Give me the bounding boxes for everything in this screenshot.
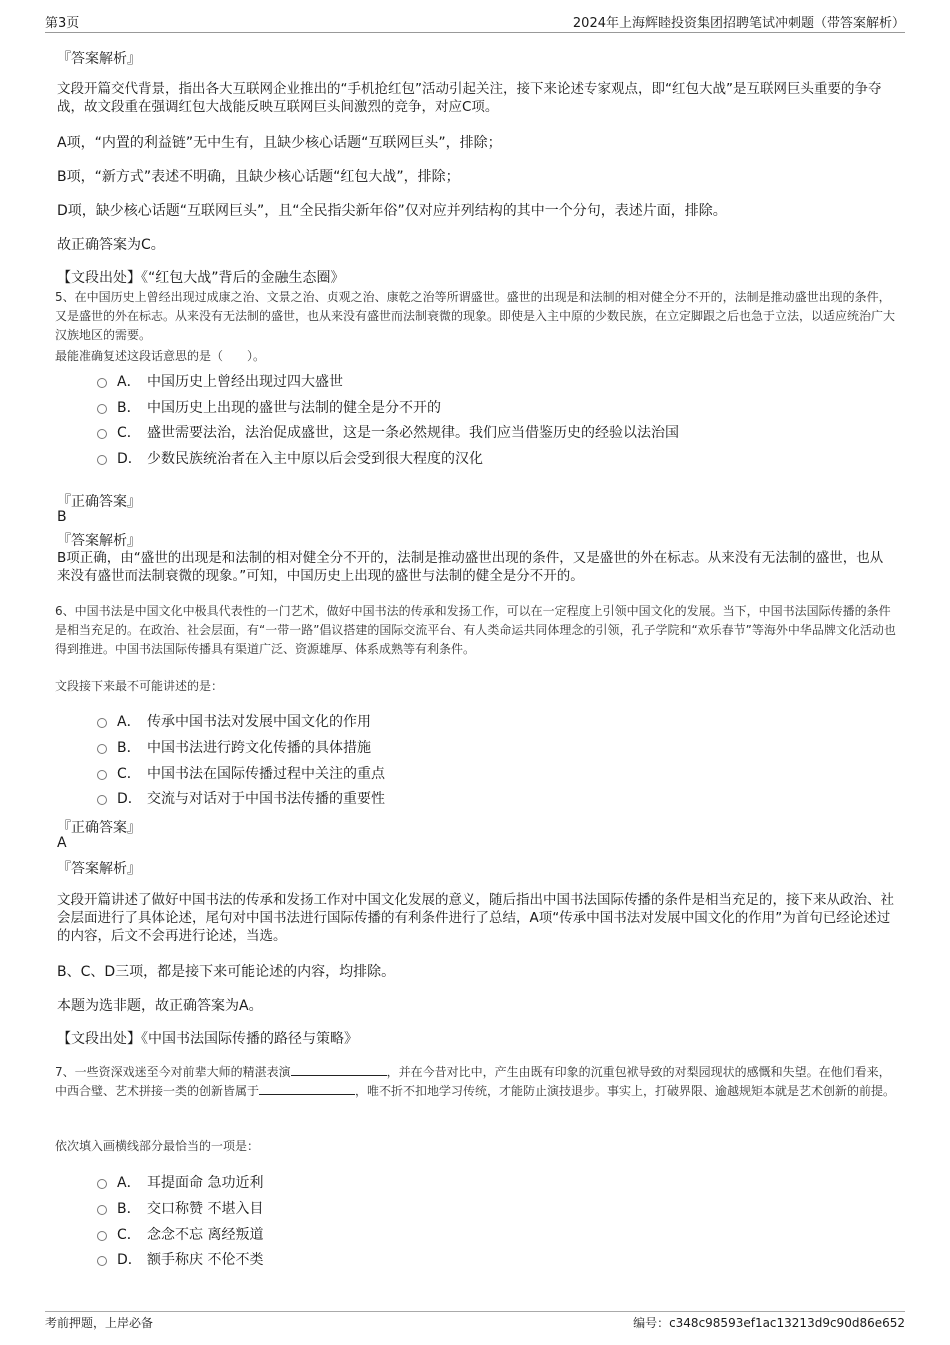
option-letter: B． (117, 1201, 141, 1217)
q5-option-c[interactable] (97, 422, 679, 442)
q6-analysis-others: B、C、D三项，都是接下来可能论述的内容，均排除。 (57, 964, 396, 980)
q6-option-a[interactable] (97, 711, 371, 731)
option-text: 念念不忘 离经叛道 (147, 1227, 264, 1243)
option-text: 盛世需要法治，法治促成盛世，这是一条必然规律。我们应当借鉴历史的经验以法治国 (147, 425, 679, 441)
radio-icon[interactable] (97, 795, 107, 805)
radio-icon[interactable] (97, 744, 107, 754)
q6-answer-label: 『正确答案』 (57, 820, 141, 836)
q7-stem (55, 1063, 897, 1101)
q5-analysis: B项正确，由“盛世的出现是和法制的相对健全分不开的，法制是推动盛世出现的条件，又是盛世的外在标志。从来没有无法制的盛世，也从来没有盛世而法制衰微的现象。”可知，中国历史上出现的盛世与法制的健全是分不开的。 (57, 550, 884, 584)
option-text: 额手称庆 不伦不类 (147, 1252, 264, 1268)
q6-prompt: 文段接下来最不可能讲述的是： (55, 679, 224, 693)
q5-prompt: 最能准确复述这段话意思的是（ ）。 (55, 349, 266, 363)
footer-divider (45, 1311, 905, 1312)
q4-analysis-option-a: A项，“内置的利益链”无中生有，且缺少核心话题“互联网巨头”，排除； (57, 135, 502, 151)
q7-option-b[interactable] (97, 1198, 263, 1218)
q4-conclusion: 故正确答案为C。 (57, 237, 165, 253)
option-letter: A． (117, 374, 141, 390)
option-letter: B． (117, 740, 141, 756)
q6-answer: A (57, 835, 67, 851)
radio-icon[interactable] (97, 1231, 107, 1241)
q6-analysis-label: 『答案解析』 (57, 861, 141, 877)
q5-option-a[interactable] (97, 371, 343, 391)
radio-icon[interactable] (97, 404, 107, 414)
q6-stem: 6、中国书法是中国文化中极具代表性的一门艺术，做好中国书法的传承和发扬工作，可以在一定程度上引领中国文化的发展。当下，中国书法国际传播的条件是相当充足的。在政治、社会层面，有“一带一路”倡议搭建的国际交流平台、有人类命运共同体理念的引领，孔子学院和“欢乐春节”等海外中华品牌文化活动也得到推进。中国书法国际传播具有渠道广泛、资源雄厚、体系成熟等有利条件。 (55, 604, 896, 656)
q6-option-c[interactable] (97, 763, 385, 783)
q4-analysis-label: 『答案解析』 (57, 51, 141, 67)
option-letter: D． (117, 791, 142, 807)
q7-option-c[interactable] (97, 1224, 263, 1244)
q7-blank-1[interactable] (291, 1065, 387, 1076)
radio-icon[interactable] (97, 770, 107, 780)
radio-icon[interactable] (97, 1256, 107, 1266)
q7-stem-part3: ，唯不折不扣地学习传统，才能防止演技退步。事实上，打破界限、逾越规矩本就是艺术创新的前提。 (355, 1084, 896, 1098)
q5-answer: B (57, 509, 67, 525)
q6-conclusion: 本题为选非题，故正确答案为A。 (57, 998, 263, 1014)
radio-icon[interactable] (97, 1205, 107, 1215)
q6-option-d[interactable] (97, 788, 385, 808)
option-text: 交流与对话对于中国书法传播的重要性 (147, 791, 385, 807)
option-letter: C． (117, 425, 141, 441)
option-letter: C． (117, 766, 141, 782)
q5-option-b[interactable] (97, 397, 441, 417)
q5-answer-label: 『正确答案』 (57, 494, 141, 510)
radio-icon[interactable] (97, 1179, 107, 1189)
option-text: 中国书法进行跨文化传播的具体措施 (147, 740, 371, 756)
q5-analysis-label: 『答案解析』 (57, 533, 141, 549)
option-letter: C． (117, 1227, 141, 1243)
q5-option-d[interactable] (97, 448, 483, 468)
option-letter: D． (117, 451, 142, 467)
q7-option-a[interactable] (97, 1172, 263, 1192)
option-text: 中国历史上出现的盛世与法制的健全是分不开的 (147, 400, 441, 416)
q7-blank-2[interactable] (259, 1084, 355, 1095)
option-letter: A． (117, 1175, 141, 1191)
document-title: 2024年上海辉睦投资集团招聘笔试冲刺题（带答案解析） (572, 16, 905, 31)
footer-slogan: 考前押题，上岸必备 (45, 1316, 154, 1330)
document-code: 编号：c348c98593ef1ac13213d9c90d86e652 (633, 1316, 905, 1330)
q7-option-d[interactable] (97, 1249, 263, 1269)
option-text: 耳提面命 急功近利 (147, 1175, 264, 1191)
option-text: 中国历史上曾经出现过四大盛世 (147, 374, 343, 390)
q4-source: 【文段出处】《“红包大战”背后的金融生态圈》 (57, 270, 345, 286)
option-text: 中国书法在国际传播过程中关注的重点 (147, 766, 385, 782)
option-letter: D． (117, 1252, 142, 1268)
option-text: 交口称赞 不堪入目 (147, 1201, 264, 1217)
option-letter: A． (117, 714, 141, 730)
radio-icon[interactable] (97, 429, 107, 439)
q7-stem-part1: 7、一些资深戏迷至今对前辈大师的精湛表演 (55, 1065, 291, 1079)
page-number: 第3页 (45, 16, 80, 31)
radio-icon[interactable] (97, 455, 107, 465)
radio-icon[interactable] (97, 378, 107, 388)
q6-source: 【文段出处】《中国书法国际传播的路径与策略》 (57, 1031, 358, 1047)
radio-icon[interactable] (97, 718, 107, 728)
q5-stem: 5、在中国历史上曾经出现过成康之治、文景之治、贞观之治、康乾之治等所谓盛世。盛世的出现是和法制的相对健全分不开的，法制是推动盛世出现的条件，又是盛世的外在标志。从来没有无法制的盛世，也从来没有盛世而法制衰微的现象。即使是入主中原的少数民族，在立定脚跟之后也急于立法，以适应统治广大汉族地区的需要。 (55, 290, 896, 342)
option-text: 传承中国书法对发展中国文化的作用 (147, 714, 371, 730)
q6-analysis-paragraph: 文段开篇讲述了做好中国书法的传承和发扬工作对中国文化发展的意义，随后指出中国书法国际传播的条件是相当充足的，接下来从政治、社会层面进行了具体论述，尾句对中国书法进行国际传播的有利条件进行了总结，A项“传承中国书法对发展中国文化的作用”为首句已经论述过的内容，后文不会再进行论述，当选。 (57, 892, 894, 944)
option-letter: B． (117, 400, 141, 416)
q7-prompt: 依次填入画横线部分最恰当的一项是： (55, 1139, 260, 1153)
option-text: 少数民族统治者在入主中原以后会受到很大程度的汉化 (147, 451, 483, 467)
q4-analysis-option-d: D项，缺少核心话题“互联网巨头”，且“全民指尖新年俗”仅对应并列结构的其中一个分句，表述片面，排除。 (57, 203, 727, 219)
q4-analysis-paragraph: 文段开篇交代背景，指出各大互联网企业推出的“手机抢红包”活动引起关注，接下来论述专家观点，即“红包大战”是互联网巨头重要的争夺战，故文段重在强调红包大战能反映互联网巨头间激烈的竞争，对应C项。 (57, 81, 882, 115)
header-divider (45, 32, 905, 33)
q4-analysis-option-b: B项，“新方式”表述不明确，且缺少核心话题“红包大战”，排除； (57, 169, 460, 185)
q6-option-b[interactable] (97, 737, 371, 757)
q7-stem-part2: ，并在今昔对比中，产生由既有印象的沉重包袱导致的对梨园现状的感慨和失望。在他们看来，中西合璧、艺术拼接一类的创新皆属于 (55, 1065, 891, 1098)
